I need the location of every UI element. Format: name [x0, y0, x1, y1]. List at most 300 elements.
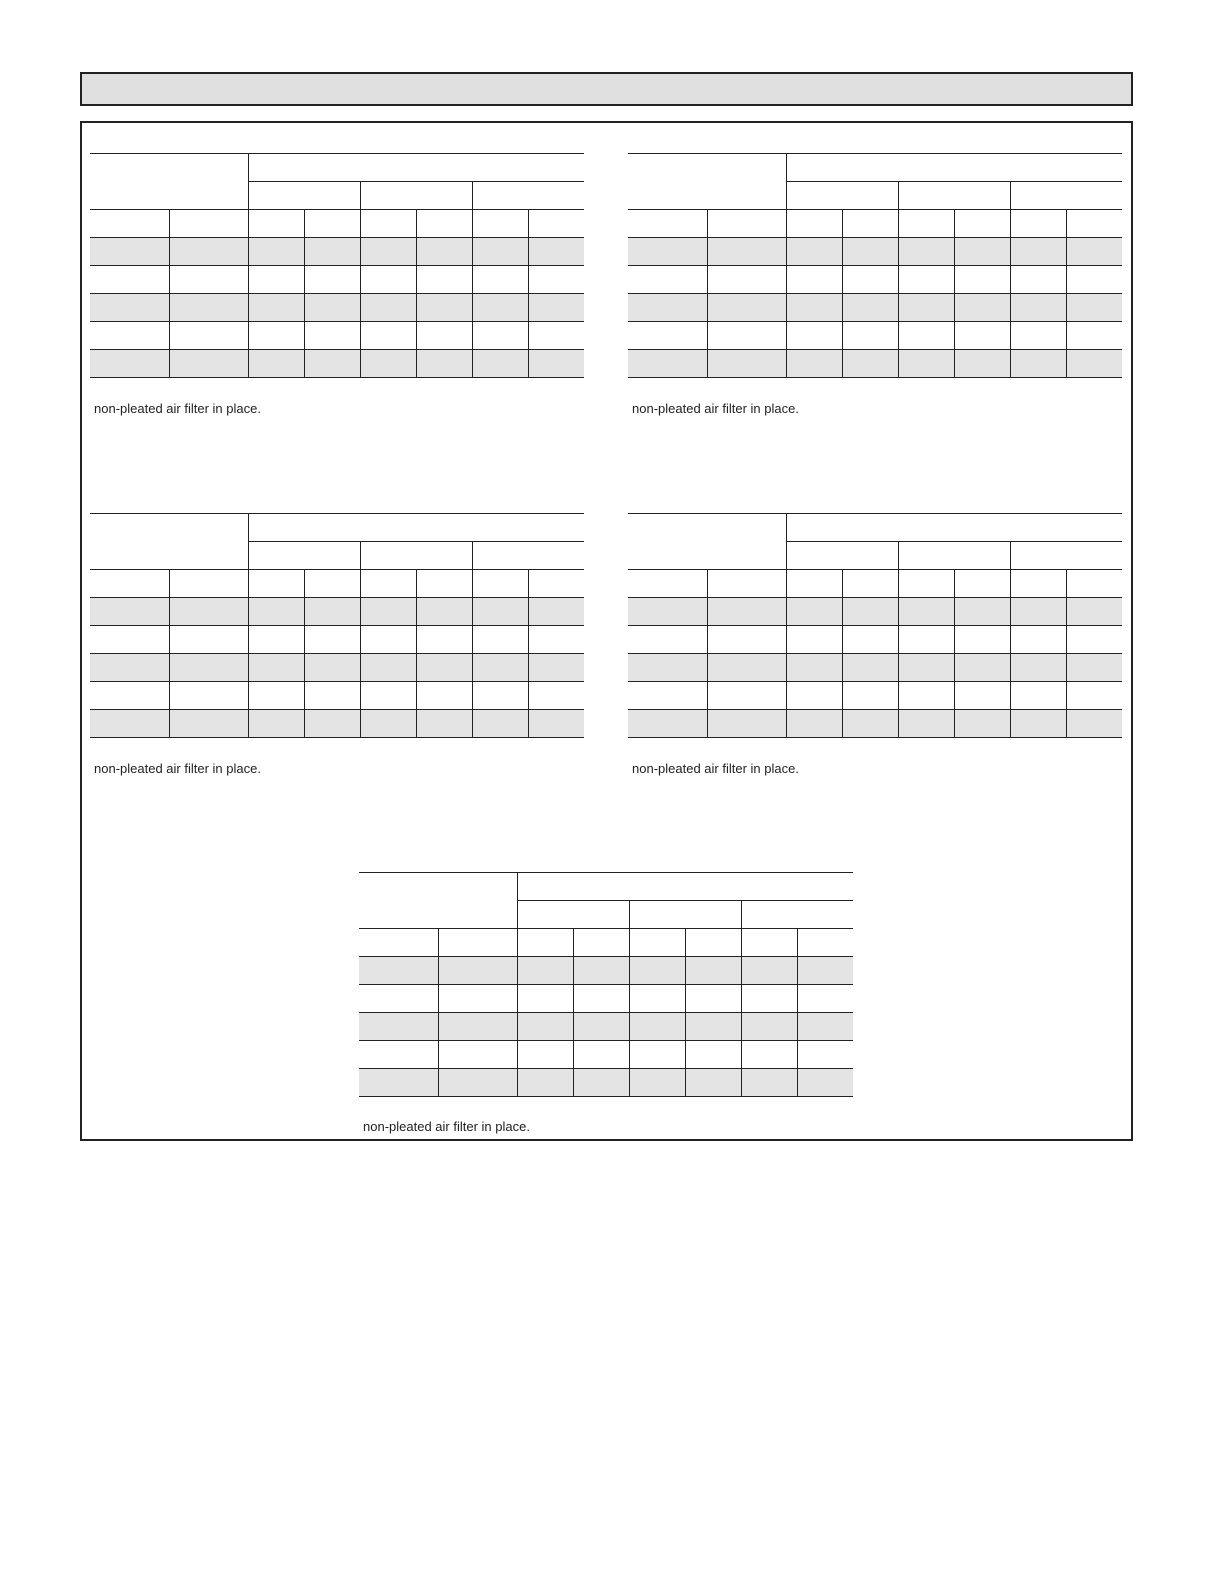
table-cell [360, 294, 416, 322]
table-subheader-cell [1066, 210, 1122, 238]
table-subheader-cell [248, 570, 304, 598]
table-subheader-cell [842, 570, 898, 598]
table-group-header [1010, 542, 1122, 570]
table-cell [1066, 654, 1122, 682]
table-cell [954, 710, 1010, 738]
table-cell [628, 294, 707, 322]
table-cell [628, 710, 707, 738]
table-row [359, 985, 853, 1013]
table-cell [1010, 294, 1066, 322]
table-cell [169, 654, 248, 682]
table-footnote: non-pleated air filter in place. [363, 1119, 530, 1134]
table-group-header [786, 542, 898, 570]
table-subheader-cell [416, 570, 472, 598]
table-cell [528, 654, 584, 682]
table-subheader-cell [707, 210, 786, 238]
table-row [90, 654, 584, 682]
table-cell [786, 710, 842, 738]
table-cell [741, 1041, 797, 1069]
table-main-header [248, 514, 584, 542]
table-cell [360, 598, 416, 626]
table-cell [360, 266, 416, 294]
table-subheader-cell [786, 570, 842, 598]
table-cell [360, 322, 416, 350]
table-cell [359, 1013, 438, 1041]
table-cell [528, 322, 584, 350]
table-cell [438, 985, 517, 1013]
table-cell [898, 682, 954, 710]
table-group-header [741, 901, 853, 929]
table-cell [954, 322, 1010, 350]
table-cell [304, 598, 360, 626]
table-row [628, 322, 1122, 350]
table-cell [472, 266, 528, 294]
table-subheader-cell [1010, 570, 1066, 598]
table-cell [786, 322, 842, 350]
table-cell [629, 1013, 685, 1041]
table-cell [304, 322, 360, 350]
table-cell [707, 322, 786, 350]
table-subheader-cell [528, 210, 584, 238]
table-cell [842, 654, 898, 682]
table-cell [842, 598, 898, 626]
table-cell [472, 238, 528, 266]
table-row [90, 710, 584, 738]
table-cell [797, 1069, 853, 1097]
table-footnote: non-pleated air filter in place. [632, 401, 799, 416]
table-cell [898, 350, 954, 378]
table-cell [898, 322, 954, 350]
table-cell [90, 598, 169, 626]
table-subheader-cell [416, 210, 472, 238]
table-subheader-cell [528, 570, 584, 598]
table-cell [472, 626, 528, 654]
table-cell [797, 1041, 853, 1069]
table-cell [304, 682, 360, 710]
table-cell [90, 350, 169, 378]
table-row [628, 350, 1122, 378]
table-cell [954, 654, 1010, 682]
table-row [628, 654, 1122, 682]
table-cell [472, 598, 528, 626]
table-cell [685, 1041, 741, 1069]
table-subheader-cell [359, 929, 438, 957]
table-subheader-cell [360, 210, 416, 238]
table-cell [517, 985, 573, 1013]
data-table-top-left [90, 153, 584, 378]
table-cell [416, 682, 472, 710]
table-group-header [517, 901, 629, 929]
table-subheader-cell [797, 929, 853, 957]
table-subheader-cell [169, 210, 248, 238]
table-cell [707, 654, 786, 682]
table-subheader-cell [438, 929, 517, 957]
table-cell [472, 682, 528, 710]
table-cell [842, 626, 898, 654]
table-row [359, 1041, 853, 1069]
table-cell [360, 710, 416, 738]
table-cell [248, 626, 304, 654]
table-row [628, 682, 1122, 710]
table-cell [360, 626, 416, 654]
table-cell [528, 294, 584, 322]
table-cell [685, 1069, 741, 1097]
table-cell [304, 238, 360, 266]
table-cell [360, 654, 416, 682]
table-main-header [517, 873, 853, 901]
table-cell [786, 598, 842, 626]
table-cell [248, 598, 304, 626]
table-cell [786, 350, 842, 378]
table-cell [741, 957, 797, 985]
table-subheader-cell [954, 210, 1010, 238]
table-cell [1066, 322, 1122, 350]
table-cell [528, 626, 584, 654]
data-table-bottom-center [359, 872, 853, 1097]
table-subheader-cell [304, 570, 360, 598]
table-main-header [248, 154, 584, 182]
table-corner-cell [90, 514, 248, 570]
table-cell [629, 1041, 685, 1069]
table-corner-cell [628, 514, 786, 570]
table-cell [1010, 350, 1066, 378]
table-cell [898, 598, 954, 626]
table-cell [248, 682, 304, 710]
table-cell [628, 238, 707, 266]
table-cell [707, 350, 786, 378]
table-cell [304, 654, 360, 682]
table-cell [954, 598, 1010, 626]
table-cell [416, 294, 472, 322]
table-cell [169, 266, 248, 294]
table-cell [786, 238, 842, 266]
table-cell [1010, 598, 1066, 626]
table-cell [842, 350, 898, 378]
table-row [90, 266, 584, 294]
table-cell [628, 266, 707, 294]
table-cell [786, 266, 842, 294]
table-cell [741, 985, 797, 1013]
table-group-header [472, 542, 584, 570]
table-cell [416, 654, 472, 682]
table-cell [573, 1041, 629, 1069]
table-cell [528, 682, 584, 710]
table-cell [1066, 266, 1122, 294]
table-cell [741, 1069, 797, 1097]
table-cell [416, 350, 472, 378]
table-cell [360, 238, 416, 266]
table-cell [628, 598, 707, 626]
table-group-header [898, 182, 1010, 210]
table-cell [517, 1041, 573, 1069]
table-group-header [360, 182, 472, 210]
table-group-header [898, 542, 1010, 570]
table-cell [169, 294, 248, 322]
table-cell [628, 350, 707, 378]
table-cell [898, 710, 954, 738]
table-cell [90, 266, 169, 294]
table-cell [416, 266, 472, 294]
table-cell [416, 238, 472, 266]
table-cell [169, 682, 248, 710]
table-cell [359, 1041, 438, 1069]
table-cell [954, 238, 1010, 266]
table-subheader-cell [628, 570, 707, 598]
table-cell [528, 350, 584, 378]
table-cell [528, 238, 584, 266]
table-cell [359, 985, 438, 1013]
table-cell [741, 1013, 797, 1041]
table-cell [360, 350, 416, 378]
table-cell [898, 626, 954, 654]
table-cell [1066, 294, 1122, 322]
table-subheader-cell [898, 210, 954, 238]
table-row [628, 598, 1122, 626]
table-subheader-cell [472, 570, 528, 598]
table-cell [304, 266, 360, 294]
table-cell [304, 294, 360, 322]
table-footnote: non-pleated air filter in place. [632, 761, 799, 776]
table-cell [359, 1069, 438, 1097]
table-subheader-cell [1010, 210, 1066, 238]
table-cell [573, 957, 629, 985]
table-cell [628, 654, 707, 682]
section-title-bar [80, 72, 1133, 106]
table-cell [707, 710, 786, 738]
table-main-header [786, 154, 1122, 182]
table-row [90, 238, 584, 266]
table-row [90, 682, 584, 710]
table-cell [472, 350, 528, 378]
data-table-top-right [628, 153, 1122, 378]
table-row [90, 294, 584, 322]
table-cell [573, 1013, 629, 1041]
table-cell [842, 682, 898, 710]
table-cell [1066, 350, 1122, 378]
table-cell [1066, 626, 1122, 654]
table-cell [90, 238, 169, 266]
table-cell [359, 957, 438, 985]
table-subheader-cell [248, 210, 304, 238]
table-cell [528, 266, 584, 294]
table-cell [517, 1069, 573, 1097]
table-cell [416, 598, 472, 626]
table-cell [898, 294, 954, 322]
table-cell [472, 710, 528, 738]
table-cell [1066, 238, 1122, 266]
table-cell [90, 294, 169, 322]
table-row [90, 598, 584, 626]
table-cell [707, 238, 786, 266]
table-subheader-cell [629, 929, 685, 957]
table-cell [169, 238, 248, 266]
table-cell [1010, 322, 1066, 350]
table-cell [472, 654, 528, 682]
table-row [628, 266, 1122, 294]
table-corner-cell [359, 873, 517, 929]
table-corner-cell [90, 154, 248, 210]
table-cell [517, 1013, 573, 1041]
table-subheader-cell [898, 570, 954, 598]
table-cell [707, 598, 786, 626]
table-footnote: non-pleated air filter in place. [94, 761, 261, 776]
table-cell [954, 294, 1010, 322]
table-footnote: non-pleated air filter in place. [94, 401, 261, 416]
table-subheader-cell [842, 210, 898, 238]
table-subheader-cell [741, 929, 797, 957]
table-cell [1066, 710, 1122, 738]
table-cell [517, 957, 573, 985]
table-cell [628, 322, 707, 350]
table-row [628, 294, 1122, 322]
table-cell [1066, 598, 1122, 626]
table-cell [786, 654, 842, 682]
table-row [90, 350, 584, 378]
table-cell [628, 682, 707, 710]
table-subheader-cell [954, 570, 1010, 598]
table-cell [248, 238, 304, 266]
data-table-middle-left [90, 513, 584, 738]
table-cell [797, 1013, 853, 1041]
table-group-header [786, 182, 898, 210]
table-main-header [786, 514, 1122, 542]
table-cell [438, 1041, 517, 1069]
table-cell [628, 626, 707, 654]
table-row [359, 957, 853, 985]
table-cell [90, 626, 169, 654]
table-cell [360, 682, 416, 710]
table-cell [90, 710, 169, 738]
table-cell [169, 626, 248, 654]
table-cell [1010, 626, 1066, 654]
table-subheader-cell [360, 570, 416, 598]
table-subheader-cell [169, 570, 248, 598]
table-cell [416, 322, 472, 350]
table-row [628, 626, 1122, 654]
table-cell [797, 957, 853, 985]
table-cell [248, 350, 304, 378]
table-cell [90, 654, 169, 682]
table-cell [248, 322, 304, 350]
table-cell [304, 710, 360, 738]
table-cell [898, 266, 954, 294]
table-cell [707, 294, 786, 322]
table-cell [1010, 238, 1066, 266]
table-subheader-cell [90, 210, 169, 238]
table-cell [954, 626, 1010, 654]
table-cell [169, 322, 248, 350]
table-cell [629, 957, 685, 985]
table-cell [797, 985, 853, 1013]
table-cell [1010, 710, 1066, 738]
table-cell [898, 238, 954, 266]
table-cell [1010, 682, 1066, 710]
table-cell [304, 350, 360, 378]
table-subheader-cell [707, 570, 786, 598]
data-table-middle-right [628, 513, 1122, 738]
table-cell [685, 957, 741, 985]
table-cell [842, 710, 898, 738]
table-subheader-cell [304, 210, 360, 238]
table-group-header [248, 182, 360, 210]
table-cell [685, 1013, 741, 1041]
table-cell [528, 710, 584, 738]
table-cell [786, 682, 842, 710]
table-cell [898, 654, 954, 682]
table-cell [842, 238, 898, 266]
table-cell [1010, 266, 1066, 294]
table-group-header [472, 182, 584, 210]
table-cell [416, 626, 472, 654]
table-cell [90, 682, 169, 710]
table-group-header [360, 542, 472, 570]
table-cell [573, 985, 629, 1013]
table-row [90, 626, 584, 654]
table-cell [169, 598, 248, 626]
table-cell [248, 654, 304, 682]
table-cell [1010, 654, 1066, 682]
table-group-header [629, 901, 741, 929]
table-cell [90, 322, 169, 350]
table-subheader-cell [472, 210, 528, 238]
table-cell [954, 266, 1010, 294]
table-cell [707, 266, 786, 294]
table-cell [707, 626, 786, 654]
table-cell [248, 266, 304, 294]
table-cell [707, 682, 786, 710]
table-cell [438, 1069, 517, 1097]
table-cell [248, 294, 304, 322]
table-cell [629, 985, 685, 1013]
table-cell [169, 350, 248, 378]
table-row [628, 238, 1122, 266]
table-cell [248, 710, 304, 738]
table-cell [954, 350, 1010, 378]
table-cell [528, 598, 584, 626]
table-subheader-cell [1066, 570, 1122, 598]
table-cell [786, 294, 842, 322]
table-cell [685, 985, 741, 1013]
table-cell [304, 626, 360, 654]
table-subheader-cell [517, 929, 573, 957]
table-cell [438, 957, 517, 985]
table-cell [1066, 682, 1122, 710]
table-cell [573, 1069, 629, 1097]
table-cell [629, 1069, 685, 1097]
table-group-header [1010, 182, 1122, 210]
table-cell [472, 294, 528, 322]
table-subheader-cell [685, 929, 741, 957]
table-cell [416, 710, 472, 738]
table-row [628, 710, 1122, 738]
table-cell [842, 322, 898, 350]
table-cell [438, 1013, 517, 1041]
table-subheader-cell [628, 210, 707, 238]
table-cell [169, 710, 248, 738]
table-row [359, 1013, 853, 1041]
table-group-header [248, 542, 360, 570]
table-cell [842, 294, 898, 322]
table-row [359, 1069, 853, 1097]
table-subheader-cell [786, 210, 842, 238]
table-subheader-cell [573, 929, 629, 957]
table-corner-cell [628, 154, 786, 210]
table-cell [472, 322, 528, 350]
table-subheader-cell [90, 570, 169, 598]
table-cell [842, 266, 898, 294]
table-row [90, 322, 584, 350]
table-cell [786, 626, 842, 654]
